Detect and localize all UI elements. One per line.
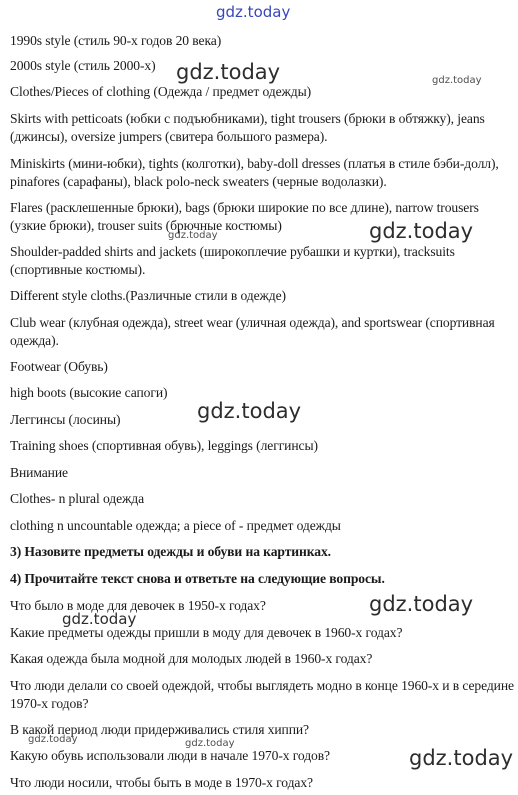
watermark-1: gdz.today [176,60,281,84]
question-3: Какая одежда была модной для молодых людей в 1960-х годах? [10,651,373,666]
watermark-top: gdz.today [216,3,291,21]
text-line-clothes-heading: Clothes/Pieces of clothing (Одежда / предмет одежды) [10,84,312,99]
text-line-skirts: Skirts with petticoats (юбки с подъюбниками), tight trousers (брюки в обтяжку), jeans (джинсы), oversize jumpers (свитера большого размера). [10,111,485,144]
watermark-8: gdz.today [28,734,78,745]
text-line-high-boots: high boots (высокие сапоги) [10,385,168,400]
question-1: Что было в моде для девочек в 1950-х годах? [10,598,266,613]
text-line-2000s: 2000s style (стиль 2000-х) [10,58,156,73]
text-line-shoulder-padded: Shoulder-padded shirts and jackets (широкоплечие рубашки и куртки), tracksuits (спортивные костюмы). [10,244,455,277]
text-line-clothing-uncountable: clothing n uncountable одежда; a piece of - предмет одежды [10,518,341,533]
watermark-2: gdz.today [432,75,482,86]
question-5: В какой период люди придерживались стиля хиппи? [10,722,309,737]
text-line-training-shoes: Training shoes (спортивная обувь), leggings (леггинсы) [10,438,318,453]
watermark-4: gdz.today [369,219,474,243]
watermark-10: gdz.today [409,746,514,770]
question-7: Что люди носили, чтобы быть в моде в 1970-х годах? [10,775,313,790]
watermark-5: gdz.today [197,399,302,423]
task-3-heading: 3) Назовите предметы одежды и обуви на картинках. [10,544,331,559]
text-line-club-wear: Club wear (клубная одежда), street wear (уличная одежда), and sportswear (спортивная одежда). [10,315,495,348]
watermark-3: gdz.today [168,230,218,241]
text-line-clothes-plural: Clothes- n plural одежда [10,491,145,506]
question-6: Какую обувь использовали люди в начале 1970-х годов? [10,748,330,763]
text-line-leggings: Леггинсы (лосины) [10,412,121,427]
text-line-1990s: 1990s style (стиль 90-х годов 20 века) [10,33,222,48]
question-4: Что люди делали со своей одеждой, чтобы выглядеть модно в конце 1960-х и в середине 1970-х годов? [10,678,514,711]
watermark-9: gdz.today [185,738,235,749]
text-line-miniskirts: Miniskirts (мини-юбки), tights (колготки), baby-doll dresses (платья в стиле бэби-долл), pinafores (сарафаны), black polo-neck sweaters (черные водолазки). [10,156,499,189]
text-line-different-styles: Different style cloths.(Различные стили в одежде) [10,288,286,303]
text-line-attention: Внимание [10,465,68,480]
text-line-flares: Flares (расклешенные брюки), bags (брюки широкие по все длине), narrow trousers (узкие брюки), trouser suits (брючные костюмы) [10,200,479,233]
watermark-6: gdz.today [369,592,474,616]
text-line-footwear: Footwear (Обувь) [10,359,108,374]
task-4-heading: 4) Прочитайте текст снова и ответьте на следующие вопросы. [10,571,385,586]
question-2: Какие предметы одежды пришли в моду для девочек в 1960-х годах? [10,625,403,640]
watermark-7: gdz.today [62,610,137,628]
